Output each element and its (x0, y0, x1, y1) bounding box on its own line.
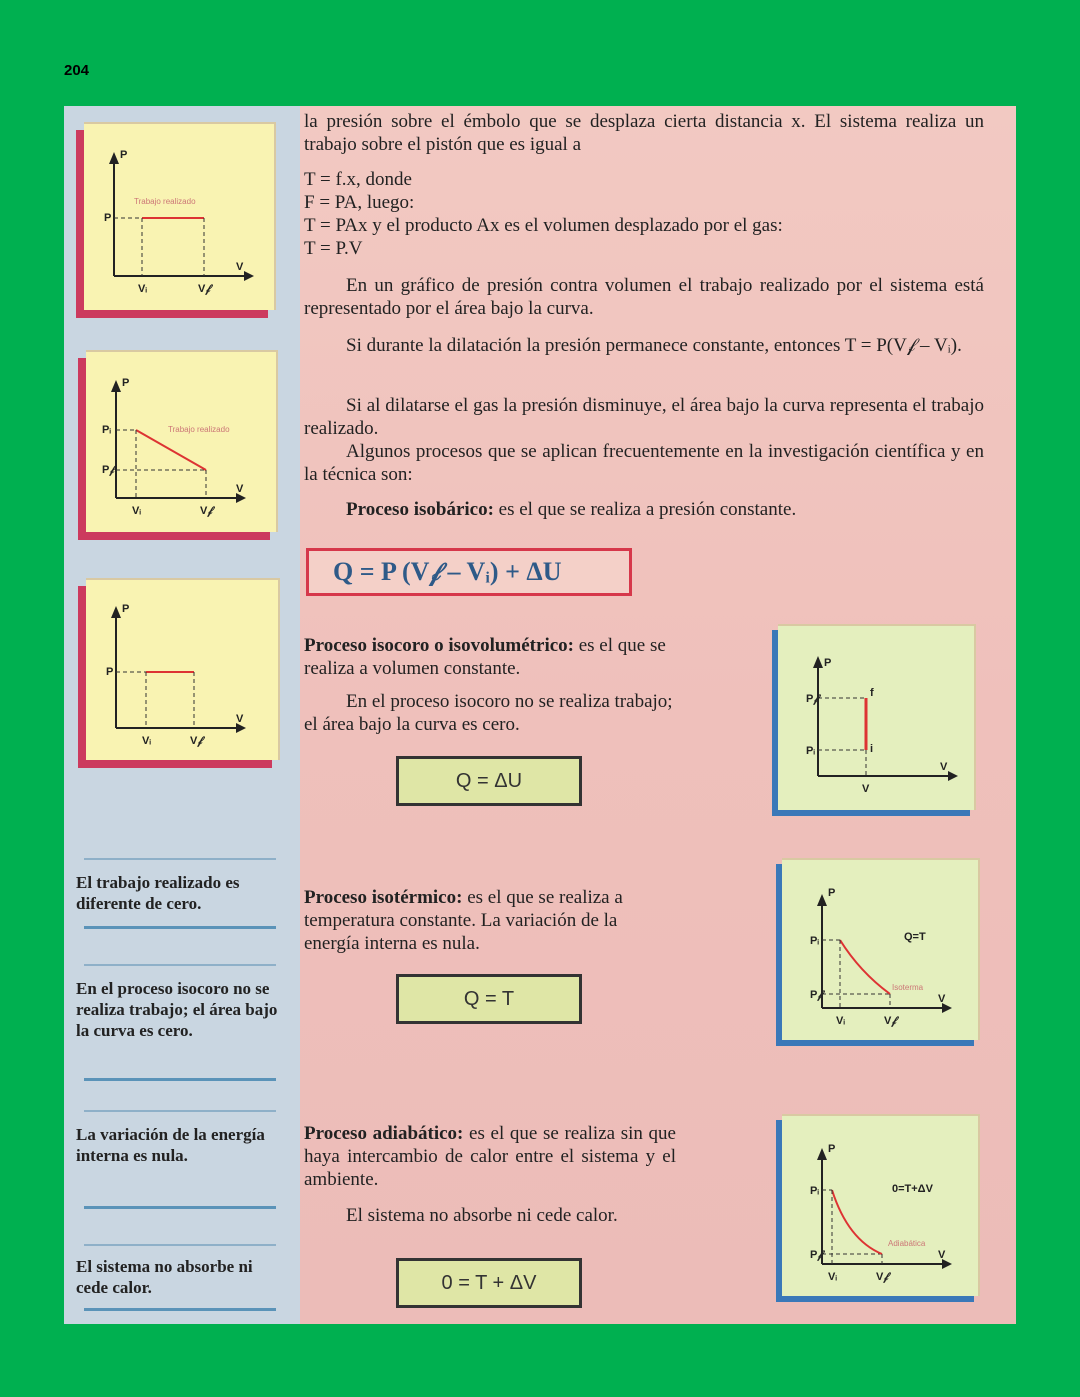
pi-label: Pᵢ (806, 745, 815, 757)
p-axis-arrow (109, 152, 119, 164)
p-label: P (828, 1143, 836, 1155)
p-label: P (120, 149, 128, 161)
area-paragraph: En un gráfico de presión contra volumen el trabajo realizado por el sistema está representado por el área bajo la curva. (304, 275, 984, 319)
adiabatic-paragraph: El sistema no absorbe ni cede calor. (346, 1205, 618, 1226)
adiabatic-label: Adiabática (888, 1239, 926, 1248)
isochoric-graph (778, 626, 974, 810)
v-label: V (236, 483, 244, 495)
side-note-isochoric: En el proceso isocoro no se realiza trabajo; el área bajo la curva es cero. (76, 979, 278, 1040)
side-note-isothermal: La variación de la energía interna es nula. (76, 1125, 265, 1165)
pf-label: P𝒻 (102, 464, 115, 476)
pf-label: P𝒻 (810, 1249, 823, 1261)
processes-paragraph: Algunos procesos que se aplican frecuentemente en la investigación científica y en la técnica son: (304, 441, 984, 485)
p-label: P (824, 657, 832, 669)
isothermal-graph (782, 860, 978, 1040)
isobaric-figure (86, 578, 280, 760)
p-level-label: P (106, 666, 114, 678)
sidebar (64, 106, 300, 1324)
adiabatic-definition (304, 1122, 676, 1191)
pf-label: P𝒻 (806, 693, 819, 705)
equation-line: T = PAx y el producto Ax es el volumen desplazado por el gas: (304, 215, 783, 236)
isochoric-formula: Q = ΔU (396, 756, 582, 806)
vi-label: Vᵢ (142, 735, 151, 747)
v-label: V (236, 713, 244, 725)
side-divider (84, 964, 276, 966)
work-label: Trabajo realizado (168, 425, 230, 434)
isochoric-paragraph: En el proceso isocoro no se realiza trabajo; el área bajo la curva es cero. (304, 691, 673, 735)
isobaric-work-figure (84, 122, 276, 310)
equation-line: T = f.x, donde (304, 169, 412, 190)
v-label: V (236, 261, 244, 273)
equation-line: F = PA, luego: (304, 192, 415, 213)
isotherm-curve (840, 940, 890, 994)
vi-label: Vᵢ (132, 505, 141, 517)
isochoric-definition (304, 634, 676, 680)
vf-label: V𝒻 (876, 1271, 889, 1283)
pi-label: Pᵢ (810, 1185, 819, 1197)
p-label: P (828, 887, 836, 899)
isochoric-text: es el que se realiza a volumen constante. (304, 635, 666, 679)
adiabatic-text: es el que se realiza sin que haya intercambio de calor entre el sistema y el ambiente. (304, 1123, 676, 1190)
f-label: f (870, 687, 874, 699)
i-label: i (870, 743, 874, 755)
isothermal-definition (304, 886, 676, 955)
side-divider (84, 858, 276, 860)
page-number: 204 (64, 62, 90, 79)
equation-line: T = P.V (304, 238, 363, 259)
vi-label: Vᵢ (828, 1271, 837, 1283)
pi-label: Pᵢ (810, 935, 819, 947)
side-divider (84, 926, 276, 929)
side-divider (84, 1244, 276, 1246)
adiabatic-curve (832, 1190, 882, 1254)
side-note-adiabatic: El sistema no absorbe ni cede calor. (76, 1257, 253, 1297)
isothermal-title: Proceso isotérmico: (304, 887, 463, 908)
vf-label: V𝒻 (198, 283, 211, 295)
v-label: V (940, 761, 948, 773)
pf-label: P𝒻 (810, 989, 823, 1001)
textbook-page (64, 106, 1016, 1324)
process-line (136, 430, 206, 470)
vi-label: Vᵢ (836, 1015, 845, 1027)
adiabatic-graph (782, 1116, 978, 1296)
isotherm-label: Isoterma (892, 983, 924, 992)
constant-paragraph: Si durante la dilatación la presión permanece constante, entonces T = P(V𝒻 – Vᵢ). (346, 335, 962, 356)
p-label: P (122, 377, 130, 389)
isothermal-formula: Q = T (396, 974, 582, 1024)
side-divider (84, 1308, 276, 1311)
v-label: V (938, 993, 946, 1005)
isobaric-definition (346, 498, 986, 521)
isobaric-formula: Q = P (V𝒻 – Vᵢ) + ΔU (306, 548, 632, 596)
decreasing-pressure-figure (86, 350, 278, 532)
vf-label: V𝒻 (884, 1015, 897, 1027)
adiabatic-formula: 0 = T + ΔV (396, 1258, 582, 1308)
p-label: P (122, 603, 130, 615)
v-label: V (938, 1249, 946, 1261)
work-label: Trabajo realizado (134, 197, 196, 206)
side-divider (84, 1206, 276, 1209)
vf-label: V𝒻 (200, 505, 213, 517)
v-axis-arrow (244, 271, 254, 281)
isothermal-text: es el que se realiza a temperatura constante. La variación de la energía interna es nula. (304, 887, 623, 954)
decreasing-paragraph: Si al dilatarse el gas la presión disminuye, el área bajo la curva representa el trabajo realizado. (304, 395, 984, 439)
isobaric-text: es el que se realiza a presión constante. (498, 499, 797, 520)
decreasing-pressure-graph (86, 352, 276, 532)
isothermal-eq-label: Q=T (904, 931, 926, 943)
main-column (300, 106, 1016, 1324)
side-divider (84, 1078, 276, 1081)
isochoric-title: Proceso isocoro o isovolumétrico: (304, 635, 574, 656)
isochoric-figure (778, 624, 976, 810)
intro-paragraph: la presión sobre el émbolo que se desplaza cierta distancia x. El sistema realiza un trabajo sobre el pistón que es igual a (304, 111, 984, 155)
side-divider (84, 1110, 276, 1112)
vi-label: Vᵢ (138, 283, 147, 295)
adiabatic-figure (782, 1114, 980, 1296)
isothermal-figure (782, 858, 980, 1040)
p-level-label: P (104, 212, 112, 224)
side-note-work: El trabajo realizado es diferente de cero. (76, 873, 240, 913)
adiabatic-title: Proceso adiabático: (304, 1123, 464, 1144)
isobaric-graph (84, 124, 274, 310)
pi-label: Pᵢ (102, 424, 111, 436)
vf-label: V𝒻 (190, 735, 203, 747)
adiabatic-eq-label: 0=T+ΔV (892, 1183, 933, 1195)
vol-label: V (862, 783, 870, 795)
isobaric-graph-2 (86, 580, 278, 760)
isobaric-title: Proceso isobárico: (346, 499, 494, 520)
